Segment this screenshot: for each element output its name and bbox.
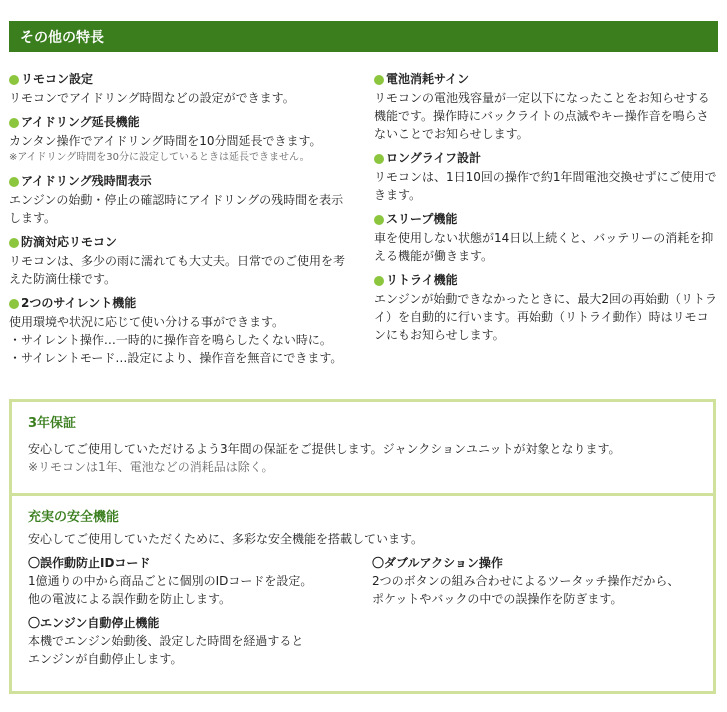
warranty-note: ※リモコンは1年、電池などの消耗品は除く。 [28,460,274,474]
feature-title: 電池消耗サイン [386,72,470,86]
feature-desc: エンジンが始動できなかったときに、最大2回の再始動（リトライ）を自動的に行います。再始動（リトライ動作）時はリモコンにもお知らせします。 [374,292,718,342]
feature-note: ※アイドリング時間を30分に設定しているときは延長できません。 [9,152,310,163]
left-feature-column [9,70,354,373]
feature-long-life [374,149,719,204]
feature-remote-settings [9,70,354,107]
bullet-dot-icon [374,154,384,164]
bullet-dot-icon [9,177,19,187]
bullet-dot-icon [374,276,384,286]
section-title: その他の特長 [20,29,104,46]
feature-battery-sign [374,70,719,143]
feature-desc: リモコンは、1日10回の操作で約1年間電池交換せずにご使用できます。 [374,170,717,202]
safety-item-desc: 2つのボタンの組み合わせによるツータッチ操作だから、 ポケットやバックの中での誤操作を防ぎます。 [372,574,680,606]
safety-item-auto-stop [28,614,348,668]
feature-title: 防滴対応リモコン [21,235,118,249]
feature-idling-remaining [9,172,354,227]
feature-retry [374,271,719,344]
bullet-dot-icon [9,238,19,248]
safety-item-id-code [28,554,348,608]
bullet-dot-icon [9,299,19,309]
feature-title: 2つのサイレント機能 [21,296,137,310]
feature-idling-extension [9,113,354,166]
feature-title: ロングライフ設計 [386,151,482,165]
safety-title: 充実の安全機能 [28,510,120,525]
feature-title: リモコン設定 [21,72,94,86]
bullet-dot-icon [374,75,384,85]
feature-sleep [374,210,719,265]
warranty-title: 3年保証 [28,416,77,431]
feature-title: スリープ機能 [386,212,458,226]
safety-desc: 安心してご使用していただくために、多彩な安全機能を搭載しています。 [28,532,424,546]
feature-desc: 車を使用しない状態が14日以上続くと、バッテリーの消耗を抑える機能が働きます。 [374,231,714,263]
feature-desc: 使用環境や状況に応じて使い分ける事ができます。 ・サイレント操作…一時的に操作音を鳴らしたくない時に。 ・サイレントモード…設定により、操作音を無音にできます。 [9,315,343,365]
feature-title: アイドリング残時間表示 [21,174,152,188]
safety-item-title: 〇誤作動防止IDコード [28,556,151,570]
feature-desc: リモコンは、多少の雨に濡れても大丈夫。日常でのご使用を考えた防滴仕様です。 [9,254,346,286]
safety-item-title: 〇エンジン自動停止機能 [28,616,160,630]
feature-title: リトライ機能 [386,273,458,287]
feature-desc: リモコンでアイドリング時間などの設定ができます。 [9,91,295,105]
section-header [9,21,718,52]
feature-desc: エンジンの始動・停止の確認時にアイドリングの残時間を表示します。 [9,193,344,225]
feature-desc: カンタン操作でアイドリング時間を10分間延長できます。 [9,134,322,148]
feature-silent-modes [9,294,354,367]
right-feature-column [374,70,719,350]
feature-title: アイドリング延長機能 [21,115,140,129]
feature-drip-proof-remote [9,233,354,288]
feature-desc: リモコンの電池残容量が一定以下になったことをお知らせする機能です。操作時にバックライトの点滅やキー操作音を鳴らさないことでお知らせします。 [374,91,710,141]
safety-box [9,493,716,694]
safety-item-title: 〇ダブルアクション操作 [372,556,503,570]
safety-items [28,554,699,674]
bullet-dot-icon [9,118,19,128]
safety-item-double-action [372,554,692,608]
bullet-dot-icon [374,215,384,225]
safety-item-desc: 本機でエンジン始動後、設定した時間を経過すると エンジンが自動停止します。 [28,634,304,666]
bullet-dot-icon [9,75,19,85]
safety-item-desc: 1億通りの中から商品ごとに個別のIDコードを設定。 他の電波による誤作動を防止します。 [28,574,313,606]
warranty-desc: 安心してご使用していただけるよう3年間の保証をご提供します。ジャンクションユニットが対象となります。 [28,442,621,456]
warranty-box [9,399,716,496]
